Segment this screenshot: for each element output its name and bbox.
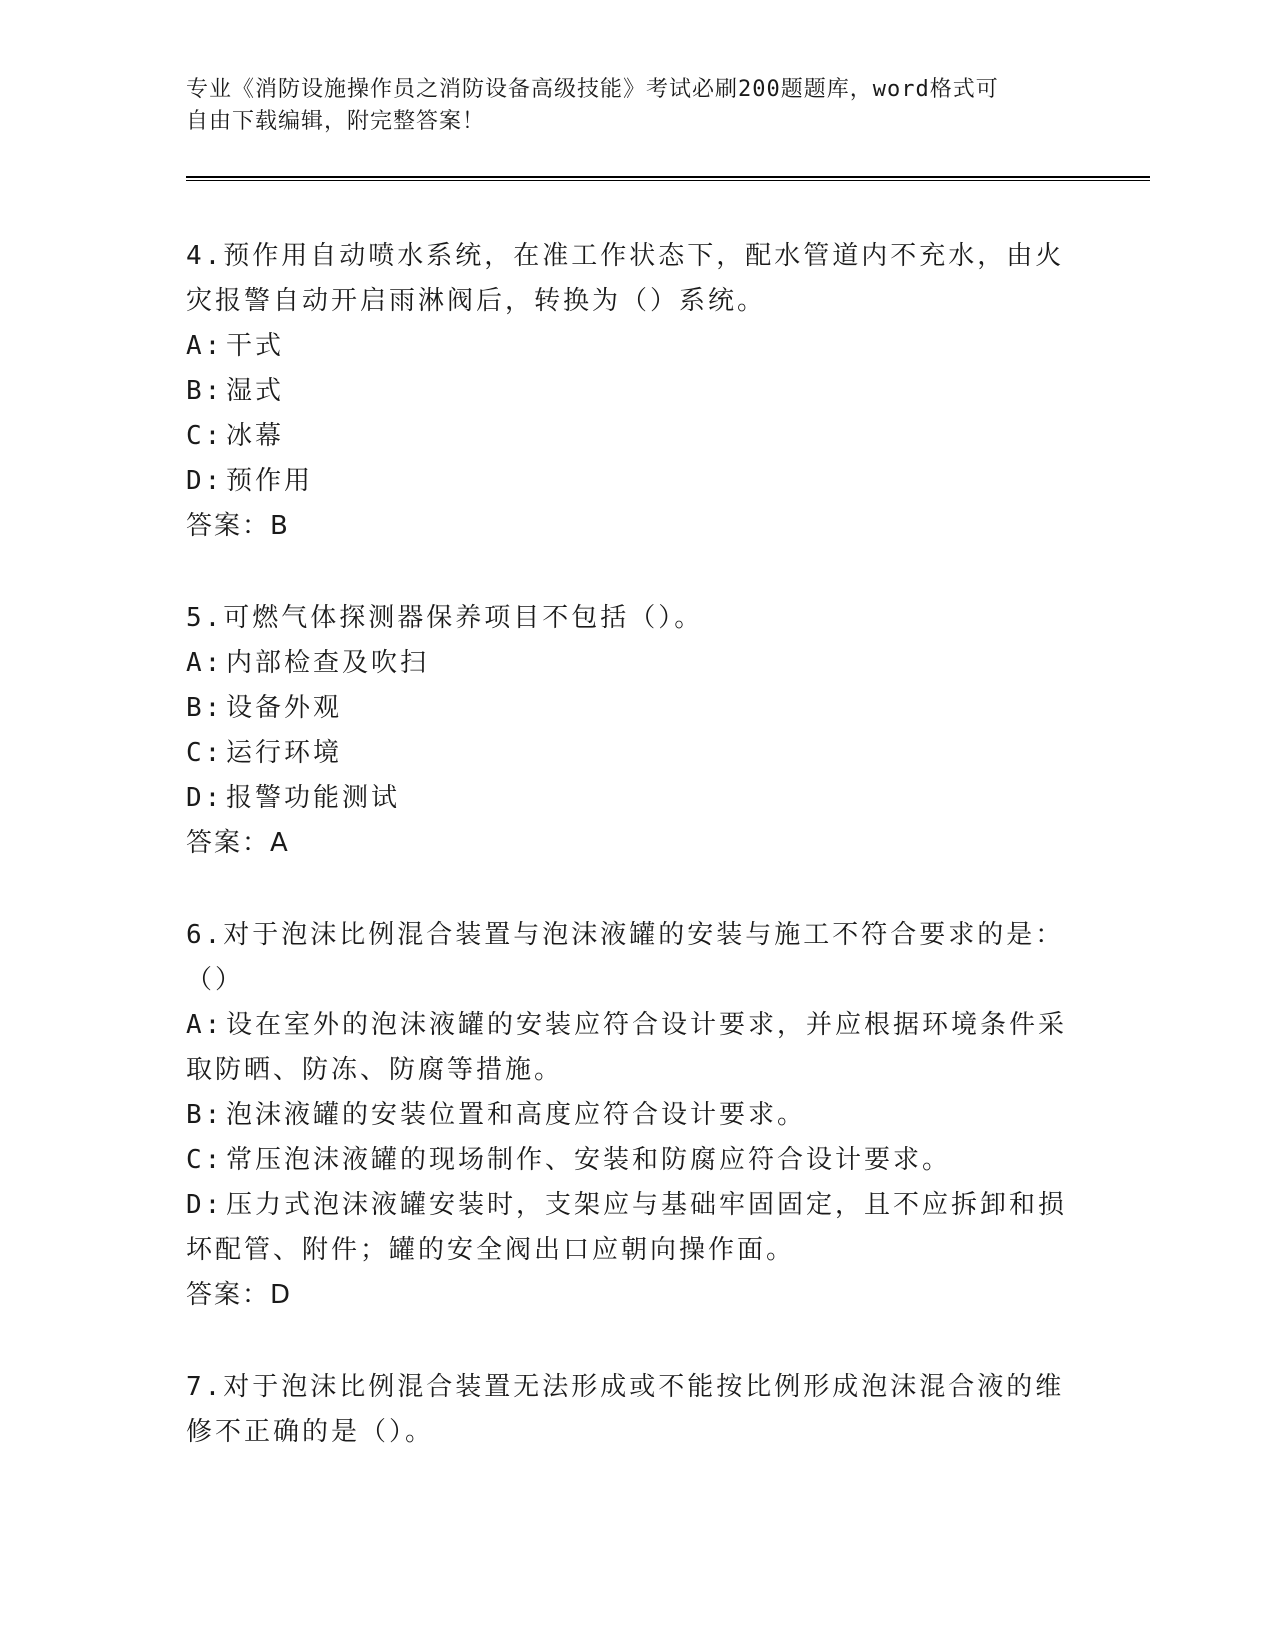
answer-option-label: D:	[186, 1190, 224, 1220]
answer-option-label: B:	[186, 693, 224, 723]
answer-option	[186, 1093, 1086, 1138]
answer-option-line	[186, 324, 1086, 369]
answer-option-label: B:	[186, 1100, 224, 1130]
header-divider	[186, 176, 1150, 182]
answer-option	[186, 1183, 1086, 1273]
answer-option-label: C:	[186, 738, 224, 768]
answer-option	[186, 641, 1086, 686]
answer-key: 答案：B	[186, 511, 290, 541]
answer-option-line	[186, 776, 1086, 821]
answer-option-label: D:	[186, 783, 224, 813]
answer-option-line	[186, 731, 1086, 776]
question-stem-line: 修不正确的是（）。	[186, 1417, 435, 1447]
answer-option-line	[186, 1093, 1086, 1138]
header-divider-thick	[186, 176, 1150, 178]
answer-option-line	[186, 1138, 1086, 1183]
answer-option-label: A:	[186, 1010, 224, 1040]
answer-option-label: A:	[186, 648, 224, 678]
answer-option-text: 压力式泡沫液罐安装时，支架应与基础牢固固定，且不应拆卸和损	[226, 1190, 1068, 1220]
question-stem-line: 灾报警自动开启雨淋阀后，转换为（）系统。	[186, 286, 767, 316]
answer-option-label: A:	[186, 331, 224, 361]
answer-option	[186, 459, 1086, 504]
question-list	[186, 234, 1086, 1502]
answer-option-text: 湿式	[226, 376, 285, 406]
answer-option-label: B:	[186, 376, 224, 406]
question-stem	[186, 596, 1086, 641]
answer-option-line	[186, 1048, 1086, 1093]
answer-option	[186, 414, 1086, 459]
answer-option-text: 设备外观	[226, 693, 343, 723]
answer-option-text: 运行环境	[226, 738, 343, 768]
question-stem-line: 6.对于泡沫比例混合装置与泡沫液罐的安装与施工不符合要求的是：	[186, 920, 1065, 950]
answer-option-line	[186, 369, 1086, 414]
answer-option-text: 预作用	[226, 466, 314, 496]
answer-option	[186, 1138, 1086, 1183]
answer-option-line	[186, 1228, 1086, 1273]
answer-option-line	[186, 1183, 1086, 1228]
answer-option-text: 设在室外的泡沫液罐的安装应符合设计要求，并应根据环境条件采	[226, 1010, 1068, 1040]
question-block	[186, 1365, 1086, 1455]
answer-key: 答案：D	[186, 1280, 293, 1310]
answer-option-text: 常压泡沫液罐的现场制作、安装和防腐应符合设计要求。	[226, 1145, 952, 1175]
answer-option-text: 泡沫液罐的安装位置和高度应符合设计要求。	[226, 1100, 807, 1130]
question-stem-line: 4.预作用自动喷水系统，在准工作状态下，配水管道内不充水，由火	[186, 241, 1065, 271]
answer-option	[186, 731, 1086, 776]
question-stem-line: （）	[186, 965, 245, 995]
question-stem	[186, 913, 1086, 1003]
answer-option-text: 报警功能测试	[226, 783, 401, 813]
answer-option-text: 坏配管、附件；罐的安全阀出口应朝向操作面。	[186, 1235, 796, 1265]
question-block	[186, 596, 1086, 866]
answer-option-text: 干式	[226, 331, 285, 361]
answer-option	[186, 686, 1086, 731]
answer-option-line	[186, 414, 1086, 459]
answer-option-line	[186, 686, 1086, 731]
header-line-2: 自由下载编辑，附完整答案！	[186, 109, 486, 134]
document-header	[186, 74, 1066, 138]
answer-option	[186, 324, 1086, 369]
question-block	[186, 913, 1086, 1318]
answer-option	[186, 776, 1086, 821]
answer-option-line	[186, 641, 1086, 686]
question-block	[186, 234, 1086, 549]
answer-key: 答案：A	[186, 828, 290, 858]
answer-option	[186, 1003, 1086, 1093]
answer-option-label: C:	[186, 1145, 224, 1175]
answer-option-text: 内部检查及吹扫	[226, 648, 430, 678]
answer-option-label: C:	[186, 421, 224, 451]
question-stem	[186, 234, 1086, 324]
header-line-1: 专业《消防设施操作员之消防设备高级技能》考试必刷200题题库，word格式可	[186, 77, 999, 102]
answer-option-text: 取防晒、防冻、防腐等措施。	[186, 1055, 564, 1085]
answer-option	[186, 369, 1086, 414]
answer-option-line	[186, 1003, 1086, 1048]
answer-option-line	[186, 459, 1086, 504]
question-stem	[186, 1365, 1086, 1455]
answer-option-text: 冰幕	[226, 421, 285, 451]
question-stem-line: 7.对于泡沫比例混合装置无法形成或不能按比例形成泡沫混合液的维	[186, 1372, 1065, 1402]
header-divider-thin	[186, 180, 1150, 181]
answer-option-label: D:	[186, 466, 224, 496]
question-stem-line: 5.可燃气体探测器保养项目不包括（）。	[186, 603, 704, 633]
